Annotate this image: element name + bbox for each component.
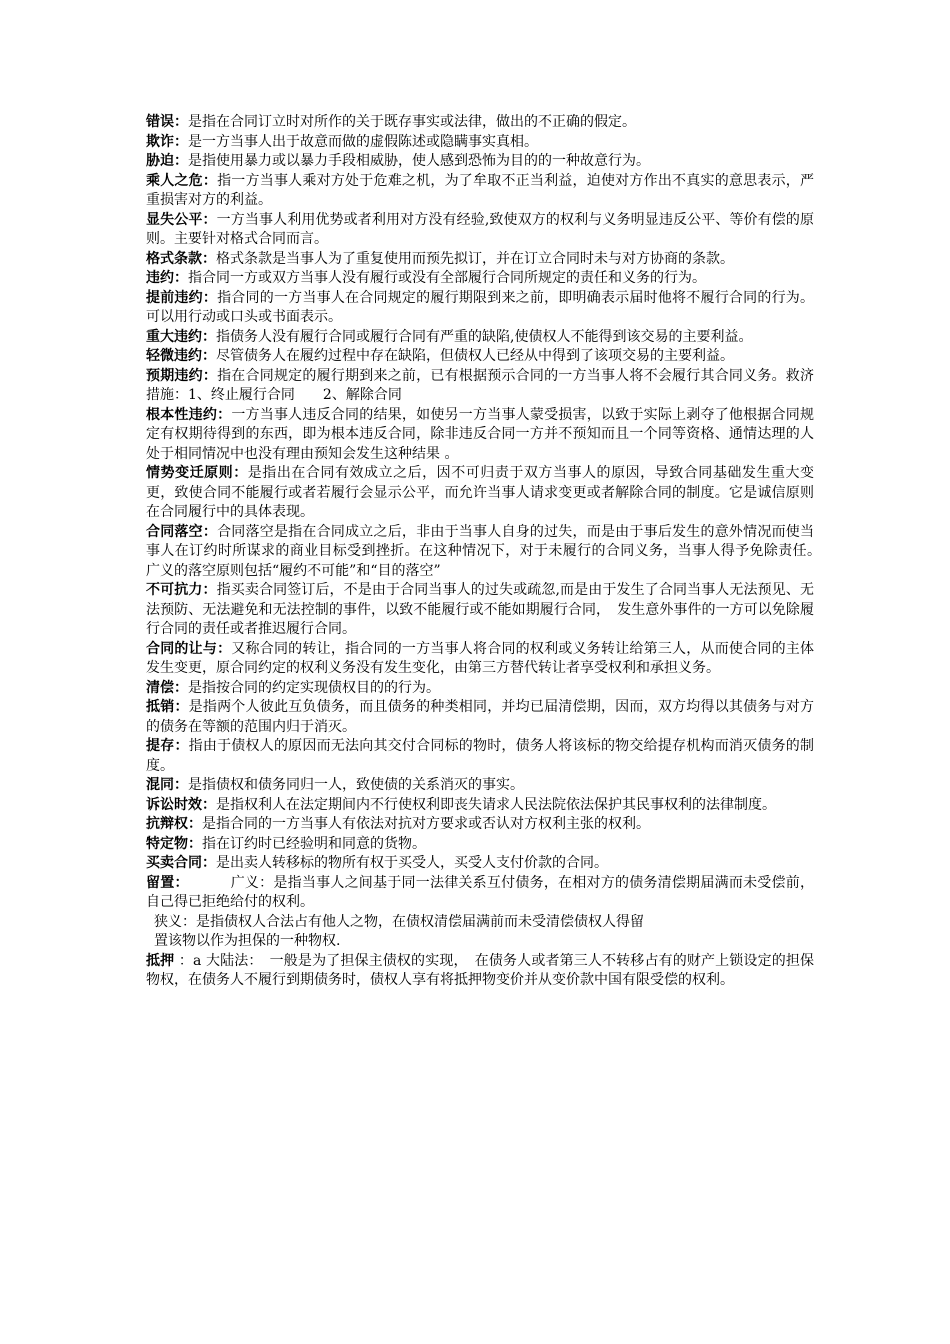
definition-text: 是出卖人转移标的物所有权于买受人，买受人支付价款的合同。 [216, 855, 608, 871]
term-label: 胁迫： [146, 153, 188, 169]
definition-entry [146, 211, 814, 250]
term-label: 不可抗力： [146, 582, 217, 598]
term-label: 显失公平： [146, 211, 217, 228]
definition-text: a 大陆法： 一般是为了担保主债权的实现， 在债务人或者第三人不转移占有的财产上锁设定的担保物权，在债务人不履行到期债务时，债权人享有将抵押物变价并从变价款中国有限受偿的权利。 [146, 952, 814, 988]
definition-text: 指在合同规定的履行期到来之前，已有根据预示合同的一方当事人将不会履行其合同义务。救济措施：1、终止履行合同 2、解除合同 [146, 367, 815, 403]
definition-diya: 抵押 ：a 大陆法： 一般是为了担保主债权的实现， 在债务人或者第三人不转移占有的财产上锁设定的担保物权，在债务人不履行到期债务时，债权人享有将抵押物变价并从变价款中国有限受偿的权利。 [146, 952, 814, 988]
definition-entry [146, 523, 828, 582]
term-label: 诉讼时效： [146, 796, 216, 813]
term-label: 预期违约： [146, 367, 218, 384]
liuzhi-xiayi: 狭义：是指债权人合法占有他人之物，在债权清偿届满前而未受清偿债权人得留置该物以作为担保的一种物权. [154, 913, 644, 949]
document-page [146, 113, 828, 991]
definition-entry [146, 133, 814, 153]
definition-entry [146, 776, 814, 796]
term-label: 违约： [146, 270, 188, 286]
definition-text: 合同落空是指在合同成立之后，非由于当事人自身的过失，而是由于事后发生的意外情况而使当事人在订约时所谋求的商业目标受到挫折。在这种情况下，对于未履行的合同义务，当事人得予免除责任。 广义的落空原则包括“履约不可能”和“目的落空” [146, 523, 828, 579]
term-label: 合同落空： [146, 523, 218, 540]
term-label: 错误： [146, 114, 188, 130]
term-label: 根本性违约： [146, 406, 232, 423]
term-label: 格式条款： [146, 250, 216, 267]
definition-text: 是指合同的一方当事人有依法对抗对方要求或否认对方权利主张的权利。 [202, 816, 650, 832]
definition-text: 是指权利人在法定期间内不行使权利即丧失请求人民法院依法保护其民事权利的法律制度。 [216, 796, 776, 813]
definition-text: 指由于债权人的原因而无法向其交付合同标的物时，债务人将该标的物交给提存机构而消灭债务的制度。 [146, 738, 815, 774]
definition-entry [146, 581, 814, 640]
definition-text: 是指按合同的约定实现债权目的的行为。 [188, 679, 440, 696]
definition-text: 指合同的一方当事人在合同规定的履行期限到来之前，即明确表示届时他将不履行合同的行为。可以用行动或口头或书面表示。 [146, 289, 815, 325]
term-label: 抵押 [146, 952, 175, 969]
definition-entry [146, 347, 814, 367]
definition-entry [146, 737, 814, 776]
definition-entry [146, 269, 814, 289]
definition-text: 是一方当事人出于故意而做的虚假陈述或隐瞒事实真相。 [188, 133, 538, 150]
definition-entry [146, 152, 814, 172]
definition-entry [146, 464, 814, 523]
definition-entry [146, 328, 814, 348]
definition-entry [146, 250, 814, 270]
definitions-list [146, 113, 828, 874]
definition-text: 指一方当事人乘对方处于危难之机，为了牟取不正当利益，迫使对方作出不真实的意思表示，严重损害对方的利益。 [146, 172, 815, 208]
definition-text: 是指出在合同有效成立之后，因不可归责于双方当事人的原因，导致合同基础发生重大变更，致使合同不能履行或者若履行会显示公平，而允许当事人请求变更或者解除合同的制度。它是诚信原则在合同履行中的具体表现。 [146, 465, 815, 520]
term-label: 买卖合同： [146, 855, 216, 871]
definition-entry [146, 679, 814, 699]
definition-text: 格式条款是当事人为了重复使用而预先拟订，并在订立合同时未与对方协商的条款。 [216, 250, 734, 267]
definition-entry [146, 815, 814, 835]
definition-entry [146, 854, 814, 874]
definition-text: 又称合同的转让，指合同的一方当事人将合同的权利或义务转让给第三人，从而使合同的主体发生变更，原合同约定的权利义务没有发生变化，由第三方替代转让者享受权利和承担义务。 [146, 640, 815, 676]
definition-entry [146, 406, 814, 465]
definition-text: 是指两个人彼此互负债务，而且债务的种类相同，并均已届清偿期，因而，双方均得以其债务与对方的债务在等额的范围内归于消灭。 [146, 699, 815, 735]
term-label: 提存： [146, 738, 189, 754]
liuzhi-guangyi: 广义：是指当事人之间基于同一法律关系互付债务，在相对方的债务清偿期届满而未受偿前，自己得已拒绝给付的权利。 [146, 874, 815, 910]
term-label: 留置： [146, 874, 189, 891]
definition-entry [146, 796, 814, 816]
term-label: 轻微违约： [146, 348, 216, 364]
definition-liuzhi [146, 874, 814, 913]
definition-text: 一方当事人利用优势或者利用对方没有经验,致使双方的权利与义务明显违反公平、等价有偿的原则。主要针对格式合同而言。 [146, 211, 815, 247]
definition-text: 是指在合同订立时对所作的关于既存事实或法律，做出的不正确的假定。 [188, 114, 636, 130]
term-label: 特定物： [146, 835, 202, 852]
term-label: 提前违约： [146, 289, 218, 306]
definition-entry [146, 289, 814, 328]
definition-entry [146, 113, 814, 133]
definition-text: 尽管债务人在履约过程中存在缺陷，但债权人已经从中得到了该项交易的主要利益。 [216, 348, 734, 364]
term-label: 乘人之危： [146, 172, 218, 189]
definition-text: 指买卖合同签订后，不是由于合同当事人的过失或疏忽,而是由于发生了合同当事人无法预见、无法预防、无法避免和无法控制的事件，以致不能履行或不能如期履行合同， 发生意外事件的一方可以免除履行合同的责任或者推迟履行合同。 [146, 582, 815, 637]
term-label: 欺诈： [146, 133, 188, 150]
definition-entry [146, 367, 814, 406]
term-label: 混同： [146, 777, 188, 793]
definition-text: 指在订约时已经验明和同意的货物。 [202, 835, 426, 852]
definition-text: 是指债权和债务同归一人，致使债的关系消灭的事实。 [188, 777, 524, 793]
term-label: 抗辩权： [146, 816, 202, 832]
definition-text: 指合同一方或双方当事人没有履行或没有全部履行合同所规定的责任和义务的行为。 [188, 270, 706, 286]
term-label: 合同的让与： [146, 640, 232, 657]
definition-text: 指债务人没有履行合同或履行合同有严重的缺陷,使债权人不能得到该交易的主要利益。 [216, 328, 753, 345]
term-label: 重大违约： [146, 328, 216, 345]
term-label: 情势变迁原则： [146, 465, 248, 481]
definition-entry [146, 698, 814, 737]
definition-text: 是指使用暴力或以暴力手段相威胁，使人感到恐怖为目的的一种故意行为。 [188, 153, 650, 169]
term-label: 清偿： [146, 679, 188, 696]
definition-entry [146, 172, 814, 211]
definition-text: 一方当事人违反合同的结果，如使另一方当事人蒙受损害，以致于实际上剥夺了他根据合同规定有权期待得到的东西，即为根本违反合同，除非违反合同一方并不预知而且一个同等资格、通情达理的人处于相同情况中也没有理由预知会发生这种结果 。 [146, 406, 815, 462]
definition-entry [146, 835, 814, 855]
term-label: 抵销： [146, 699, 189, 715]
definition-entry [146, 640, 814, 679]
